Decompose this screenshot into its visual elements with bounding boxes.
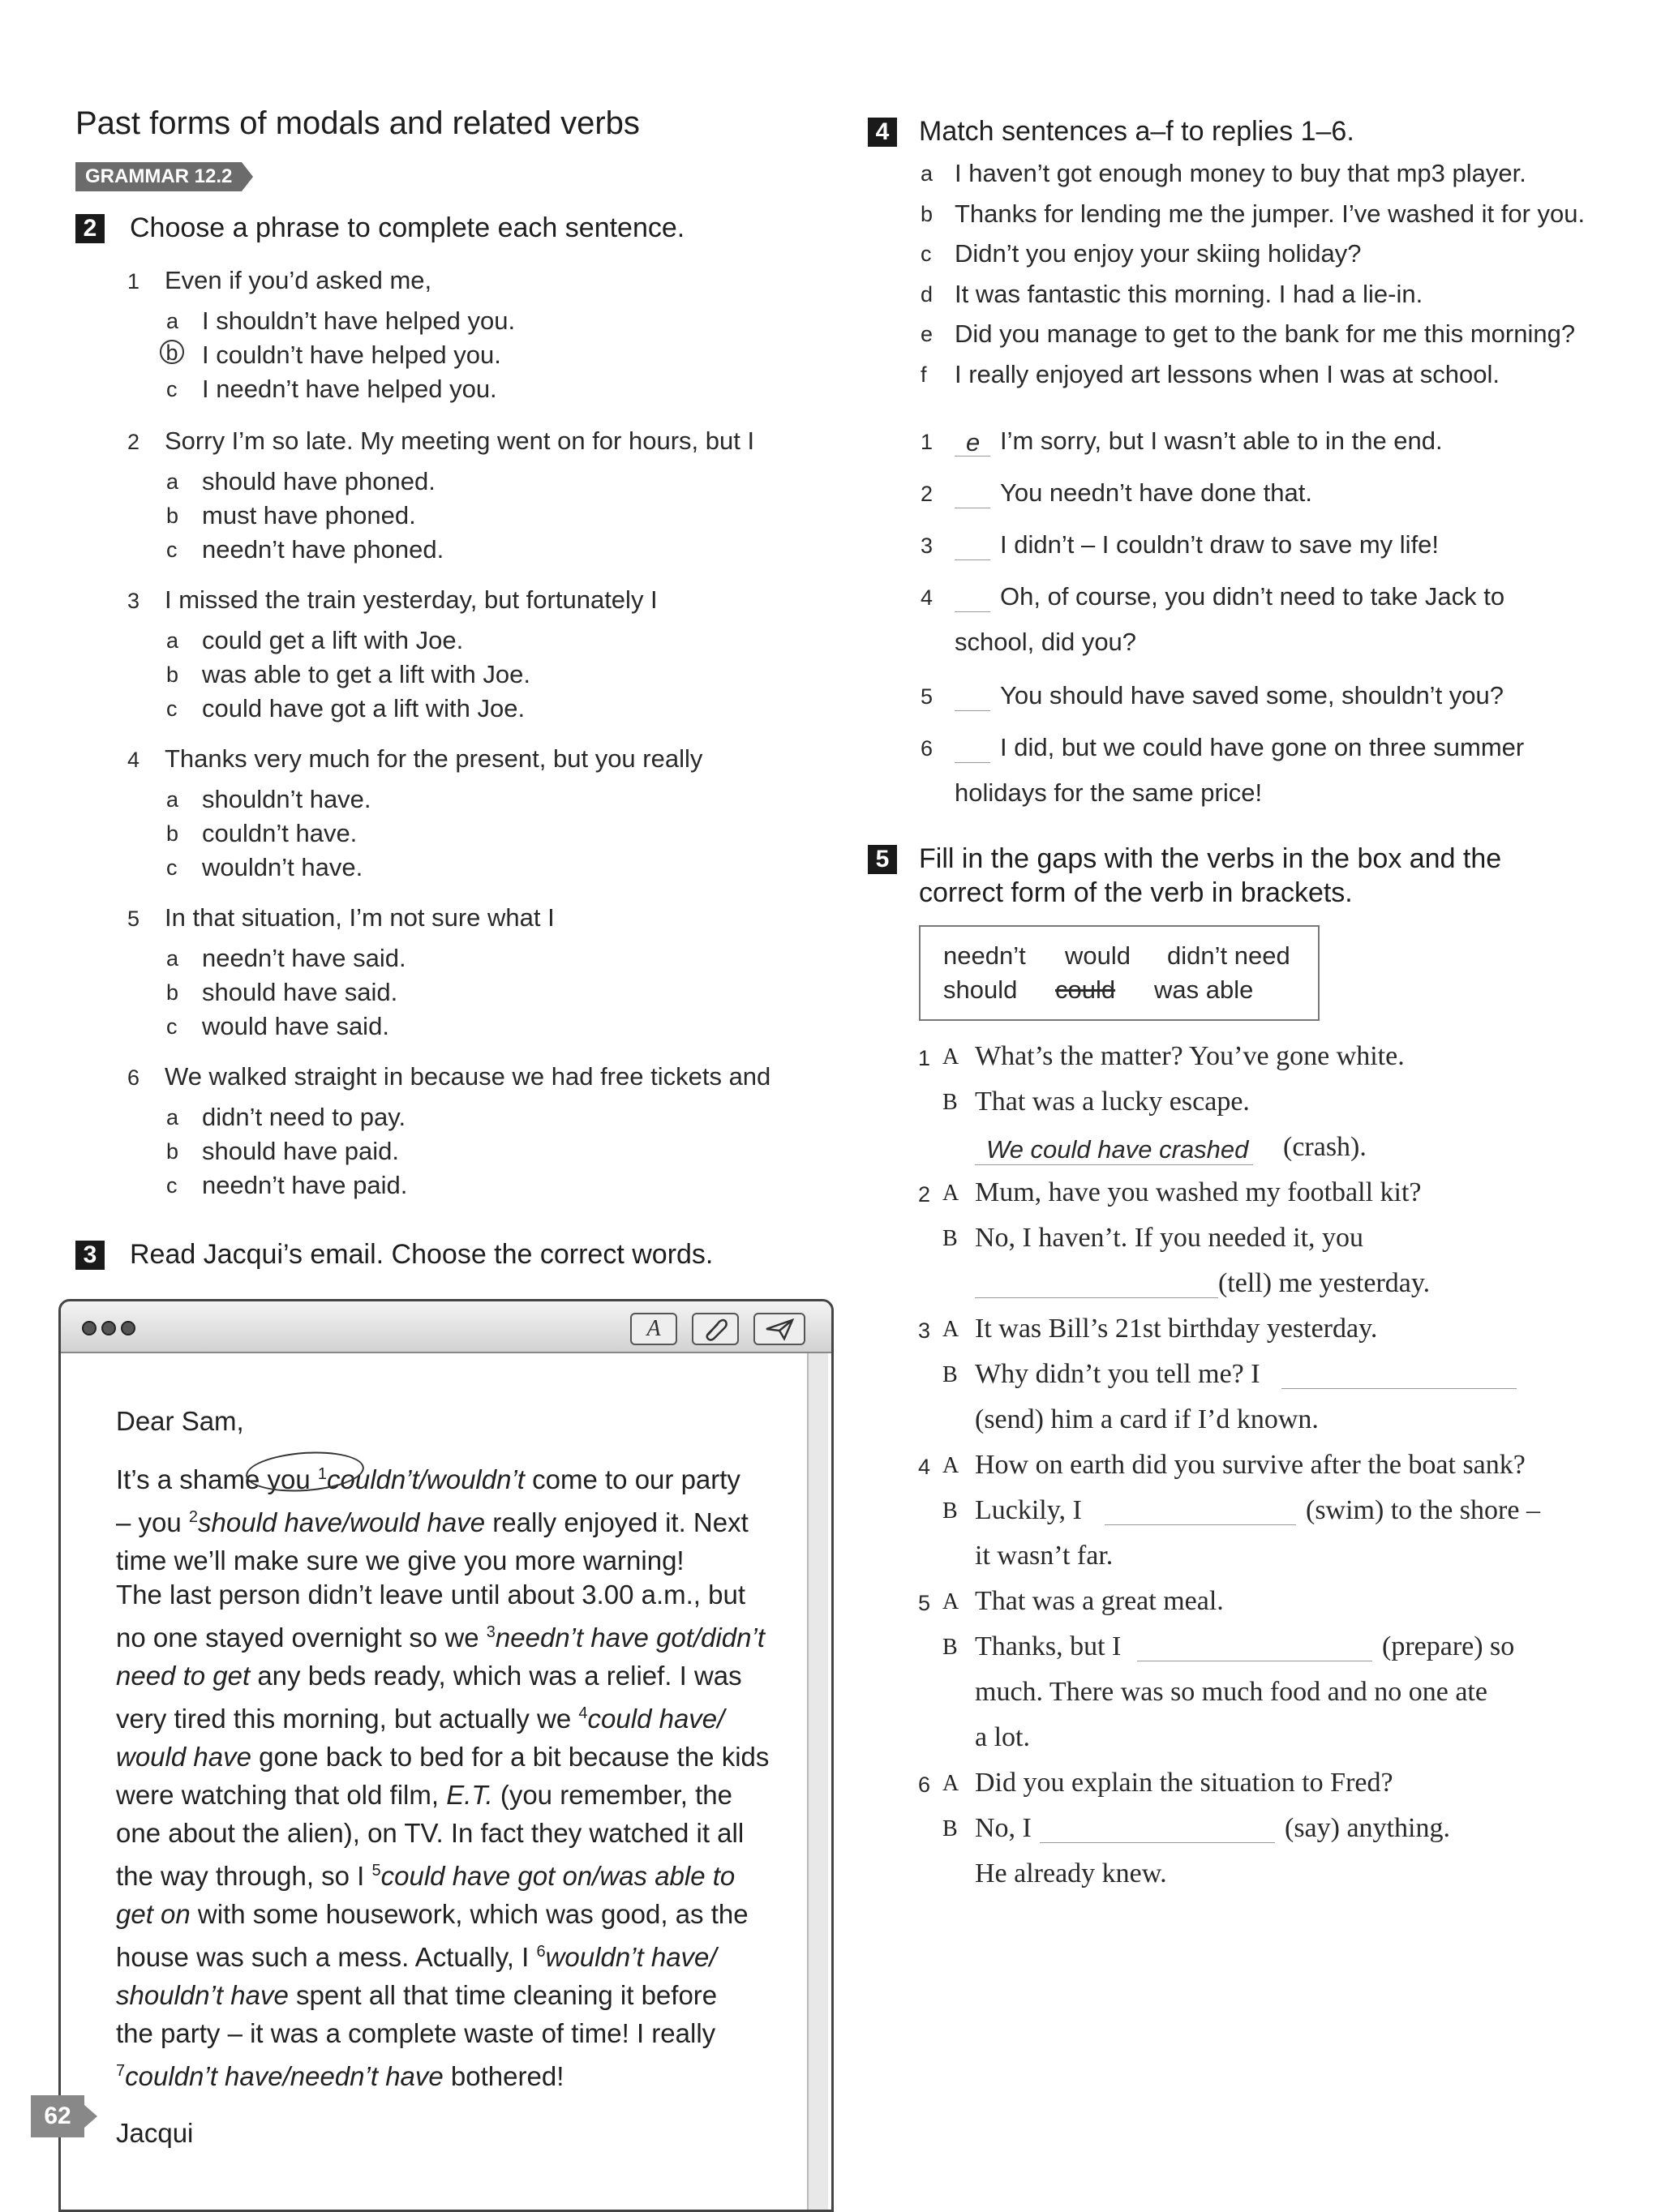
option-letter[interactable]: c [166,697,178,721]
choice-3[interactable]: needn’t have got/didn’t [495,1623,766,1653]
gap-number: 3 [486,1623,496,1641]
choice-4[interactable]: could have/ [587,1704,725,1734]
option-letter[interactable]: c [166,538,178,562]
line-b-cont: much. There was so much food and no one ate [975,1677,1487,1707]
question-stem: We walked straight in because we had free tickets and [165,1062,771,1091]
attach-button[interactable] [692,1313,739,1345]
exercise-2-heading: Choose a phrase to complete each sentence. [130,212,685,243]
page-title: Past forms of modals and related verbs [75,105,640,141]
email-window [58,1299,834,2212]
word-box [919,925,1320,1021]
bracket-verb: (crash). [1283,1132,1367,1162]
choice-3-cont[interactable]: need to get [116,1661,251,1691]
option-text[interactable]: wouldn’t have. [202,853,363,881]
word-box-item: needn’t [943,941,1026,970]
email-line [116,1455,805,1498]
word-box-item: was able [1154,975,1254,1004]
dialogue-number: 6 [918,1773,931,1797]
email-line: The last person didn’t leave until about 3.00 a.m., but [116,1580,745,1610]
speaker-a: A [942,1044,959,1070]
word-box-item: would [1065,941,1131,970]
exercise-5-heading-line-1: Fill in the gaps with the verbs in the box and the [919,843,1502,874]
email-line [116,1976,805,2014]
option-text[interactable]: was able to get a lift with Joe. [202,660,530,688]
page-number-badge: 62 [31,2095,84,2137]
reply-answer-blank[interactable] [955,480,990,508]
line-b: That was a lucky escape. [975,1087,1250,1117]
option-text[interactable]: I couldn’t have helped you. [202,341,501,369]
question-item [126,903,839,1065]
choice-7[interactable]: couldn’t have/needn’t have [125,2061,444,2091]
dialogue-number: 5 [918,1591,931,1615]
window-zoom-dot[interactable] [121,1321,135,1335]
question-number: 1 [127,269,140,294]
reply-number: 4 [921,585,934,610]
answer-example[interactable]: We could have crashed [975,1135,1253,1165]
question-number: 2 [127,430,140,454]
line-b: Why didn’t you tell me? I [975,1359,1260,1389]
option-text[interactable]: could have got a lift with Joe. [202,694,526,722]
option-text[interactable]: needn’t have paid. [202,1171,408,1199]
choice-6-cont[interactable]: shouldn’t have [116,1980,289,2010]
email-text: (you remember, the [492,1780,732,1810]
email-line: time we’ll make sure we give you more warning! [116,1545,685,1575]
email-line [116,2052,805,2095]
email-text: It’s a shame you [116,1464,318,1494]
speaker-b: B [942,1816,958,1841]
question-item [126,1062,839,1224]
speaker-a: A [942,1181,959,1206]
sentence-letter: e [921,322,934,346]
choice-6[interactable]: wouldn’t have/ [545,1942,717,1972]
gap-number: 4 [578,1704,588,1722]
email-text: bothered! [443,2061,564,2091]
word-box-item: should [943,975,1018,1004]
option-text[interactable]: would have said. [202,1012,389,1040]
answer-blank[interactable] [1137,1659,1372,1661]
paperclip-icon [702,1317,729,1341]
email-line [116,1895,805,1933]
speaker-b: B [942,1635,958,1660]
question-stem: In that situation, I’m not sure what I [165,903,555,932]
sentence-text: It was fantastic this morning. I had a lie-in. [955,279,1423,308]
reply-text: Oh, of course, you didn’t need to take Jack to [1000,582,1505,611]
email-line: one about the alien), on TV. In fact they watched it all [116,1818,745,1848]
option-letter[interactable]: c [166,1014,178,1039]
email-text: very tired this morning, but actually we [116,1704,579,1734]
reply-number: 5 [921,684,934,709]
send-button[interactable] [753,1313,805,1345]
option-text[interactable]: needn’t have said. [202,944,406,972]
reply-text: You needn’t have done that. [1000,478,1312,507]
question-number: 6 [127,1065,140,1090]
reply-answer-blank[interactable] [955,584,990,612]
option-letter[interactable]: b [166,980,179,1005]
speaker-a: A [942,1771,959,1796]
sentence-letter: b [921,201,934,226]
line-b-cont: (tell) me yesterday. [1218,1268,1431,1298]
line-a: Mum, have you washed my football kit? [975,1177,1422,1207]
reply-number: 1 [921,430,934,454]
question-item [126,585,839,748]
sentence-text: Didn’t you enjoy your skiing holiday? [955,239,1362,268]
question-number: 3 [127,589,140,613]
option-text[interactable]: needn’t have phoned. [202,535,444,564]
window-minimize-dot[interactable] [101,1321,116,1335]
question-stem: Thanks very much for the present, but you really [165,744,703,773]
question-number: 5 [127,907,140,931]
reply-answer[interactable]: e [966,428,981,457]
email-text: any beds ready, which was a relief. I was [250,1661,742,1691]
email-text: the way through, so I [116,1861,372,1891]
reply-number: 2 [921,482,934,506]
email-text: spent all that time cleaning it before [288,1980,718,2010]
email-line: the party – it was a complete waste of time! I really [116,2018,716,2048]
option-letter[interactable]: b [160,340,184,364]
gap-number: 5 [371,1862,381,1880]
grammar-tag[interactable]: GRAMMAR 12.2 [75,162,242,191]
word-box-item: didn’t need [1167,941,1290,970]
dialogue-number: 4 [918,1455,931,1479]
speaker-a: A [942,1317,959,1342]
sentence-text: Did you manage to get to the bank for me this morning? [955,319,1576,348]
option-letter[interactable]: b [166,504,179,528]
sentence-letter: a [921,161,934,186]
font-format-button[interactable]: A [630,1313,677,1345]
answer-blank[interactable] [1105,1523,1296,1525]
exercise-4-number: 4 [868,118,897,147]
exercise-5-heading-line-2: correct form of the verb in brackets. [919,877,1353,908]
email-signoff: Jacqui [116,2118,194,2148]
option-letter[interactable]: a [166,946,179,971]
line-b-cont: He already knew. [975,1858,1167,1888]
reply-text: You should have saved some, shouldn’t you? [1000,681,1504,709]
choice-5[interactable]: could have got on/was able to [380,1861,736,1891]
gap-number: 2 [188,1508,199,1526]
option-letter[interactable]: a [166,1105,179,1130]
gap-number: 1 [317,1465,327,1483]
sentence-letter: f [921,362,927,387]
email-text: house was such a mess. Actually, I [116,1942,537,1972]
answer-blank[interactable] [1281,1387,1517,1389]
email-scrollbar[interactable] [807,1353,828,2210]
line-b: Thanks, but I [975,1631,1122,1661]
choice-5-cont[interactable]: get on [116,1899,191,1929]
gap-number: 6 [536,1943,546,1961]
email-paragraph-2 [116,1575,805,2095]
dialogue-number: 2 [918,1182,931,1207]
line-b-cont: (send) him a card if I’d known. [975,1404,1319,1434]
reply-text-cont: holidays for the same price! [955,778,1263,807]
reply-number: 3 [921,534,934,558]
reply-answer-blank[interactable] [955,428,990,457]
question-item [126,427,839,589]
email-text: were watching that old film, [116,1780,447,1810]
email-line [116,1933,805,1976]
option-text[interactable]: must have phoned. [202,501,416,529]
email-line [116,1776,805,1814]
line-b: No, I [975,1813,1032,1843]
send-icon [763,1317,796,1341]
exercise-3-number: 3 [75,1241,105,1270]
sentence-text: Thanks for lending me the jumper. I’ve washed it for you. [955,199,1586,228]
email-text: come to our party [524,1464,740,1494]
option-text[interactable]: should have phoned. [202,467,436,495]
option-letter[interactable]: a [166,309,179,333]
option-letter[interactable]: b [166,821,179,846]
answer-blank[interactable] [1040,1841,1275,1843]
question-item [126,266,839,428]
line-a: That was a great meal. [975,1586,1224,1616]
option-text[interactable]: I shouldn’t have helped you. [202,307,516,335]
word-box-item-crossed: could [1055,975,1116,1004]
gap-number: 7 [116,2062,126,2080]
email-text: with some housework, which was good, as the [190,1899,749,1929]
email-titlebar [61,1301,831,1353]
reply-answer-blank[interactable] [955,683,990,711]
reply-text: I’m sorry, but I wasn’t able to in the end. [1000,427,1443,455]
option-text[interactable]: should have said. [202,978,398,1006]
speaker-b: B [942,1226,958,1251]
email-line [116,1738,805,1776]
line-a: Did you explain the situation to Fred? [975,1768,1393,1798]
dialogue-number: 3 [918,1318,931,1343]
option-text[interactable]: I needn’t have helped you. [202,375,497,403]
question-stem: I missed the train yesterday, but fortunately I [165,585,658,614]
sentence-letter: d [921,281,934,307]
exercise-3-heading: Read Jacqui’s email. Choose the correct words. [130,1239,714,1270]
line-b-after-gap: (say) anything. [1285,1813,1450,1843]
reply-answer-blank[interactable] [955,735,990,763]
line-b-after-gap: (swim) to the shore – [1306,1495,1540,1525]
line-a: It was Bill’s 21st birthday yesterday. [975,1314,1378,1344]
sentence-text: I really enjoyed art lessons when I was at school. [955,359,1500,388]
option-letter[interactable]: a [166,787,179,812]
email-line [116,1498,805,1541]
dialogue-number: 1 [918,1046,931,1070]
speaker-b: B [942,1498,958,1524]
option-text[interactable]: didn’t need to pay. [202,1103,406,1131]
email-text: really enjoyed it. Next [485,1507,749,1537]
reply-answer-blank[interactable] [955,532,990,560]
line-a: What’s the matter? You’ve gone white. [975,1041,1405,1071]
line-a: How on earth did you survive after the boat sank? [975,1450,1526,1480]
option-letter[interactable]: a [166,469,179,494]
exercise-5-number: 5 [868,845,897,874]
choice-1[interactable]: couldn’t/wouldn’t [326,1464,525,1494]
reply-number: 6 [921,736,934,761]
film-title: E.T. [446,1780,493,1810]
option-letter[interactable]: b [166,662,179,687]
option-text[interactable]: shouldn’t have. [202,785,371,813]
line-b-cont: it wasn’t far. [975,1541,1114,1571]
window-close-dot[interactable] [82,1321,97,1335]
email-text: – you [116,1507,189,1537]
option-letter[interactable]: c [166,855,178,880]
speaker-a: A [942,1589,959,1614]
exercise-4-heading: Match sentences a–f to replies 1–6. [919,116,1354,147]
answer-blank[interactable] [975,1296,1218,1298]
speaker-b: B [942,1362,958,1387]
email-line [116,1614,805,1657]
option-letter[interactable]: c [166,1173,178,1198]
speaker-a: A [942,1453,959,1478]
email-line [116,1657,805,1695]
email-text: gone back to bed for a bit because the kids [251,1742,770,1772]
option-letter[interactable]: c [166,377,178,401]
question-stem: Even if you’d asked me, [165,266,432,294]
email-line [116,1695,805,1738]
option-text[interactable]: couldn’t have. [202,819,358,847]
reply-text: I did, but we could have gone on three summer [1000,733,1525,761]
question-item [126,744,839,907]
option-text[interactable]: could get a lift with Joe. [202,626,464,654]
speaker-b: B [942,1090,958,1115]
question-stem: Sorry I’m so late. My meeting went on for hours, but I [165,427,755,455]
option-letter[interactable]: b [166,1139,179,1164]
email-line [116,1852,805,1895]
choice-2[interactable]: should have/would have [198,1507,486,1537]
question-number: 4 [127,748,140,772]
line-b-cont: a lot. [975,1722,1030,1752]
option-letter[interactable]: a [166,628,179,653]
exercise-2-number: 2 [75,214,105,243]
line-b: No, I haven’t. If you needed it, you [975,1223,1364,1253]
line-b: Luckily, I [975,1495,1082,1525]
sentence-letter: c [921,242,932,266]
sentence-text: I haven’t got enough money to buy that mp3 player. [955,159,1526,187]
email-greeting: Dear Sam, [116,1406,244,1436]
email-text: no one stayed overnight so we [116,1623,487,1653]
line-b-after-gap: (prepare) so [1382,1631,1515,1661]
email-paragraph-1 [116,1455,805,1580]
reply-text-cont: school, did you? [955,628,1137,656]
reply-text: I didn’t – I couldn’t draw to save my life! [1000,530,1440,559]
choice-4-cont[interactable]: would have [116,1742,251,1772]
option-text[interactable]: should have paid. [202,1137,400,1165]
